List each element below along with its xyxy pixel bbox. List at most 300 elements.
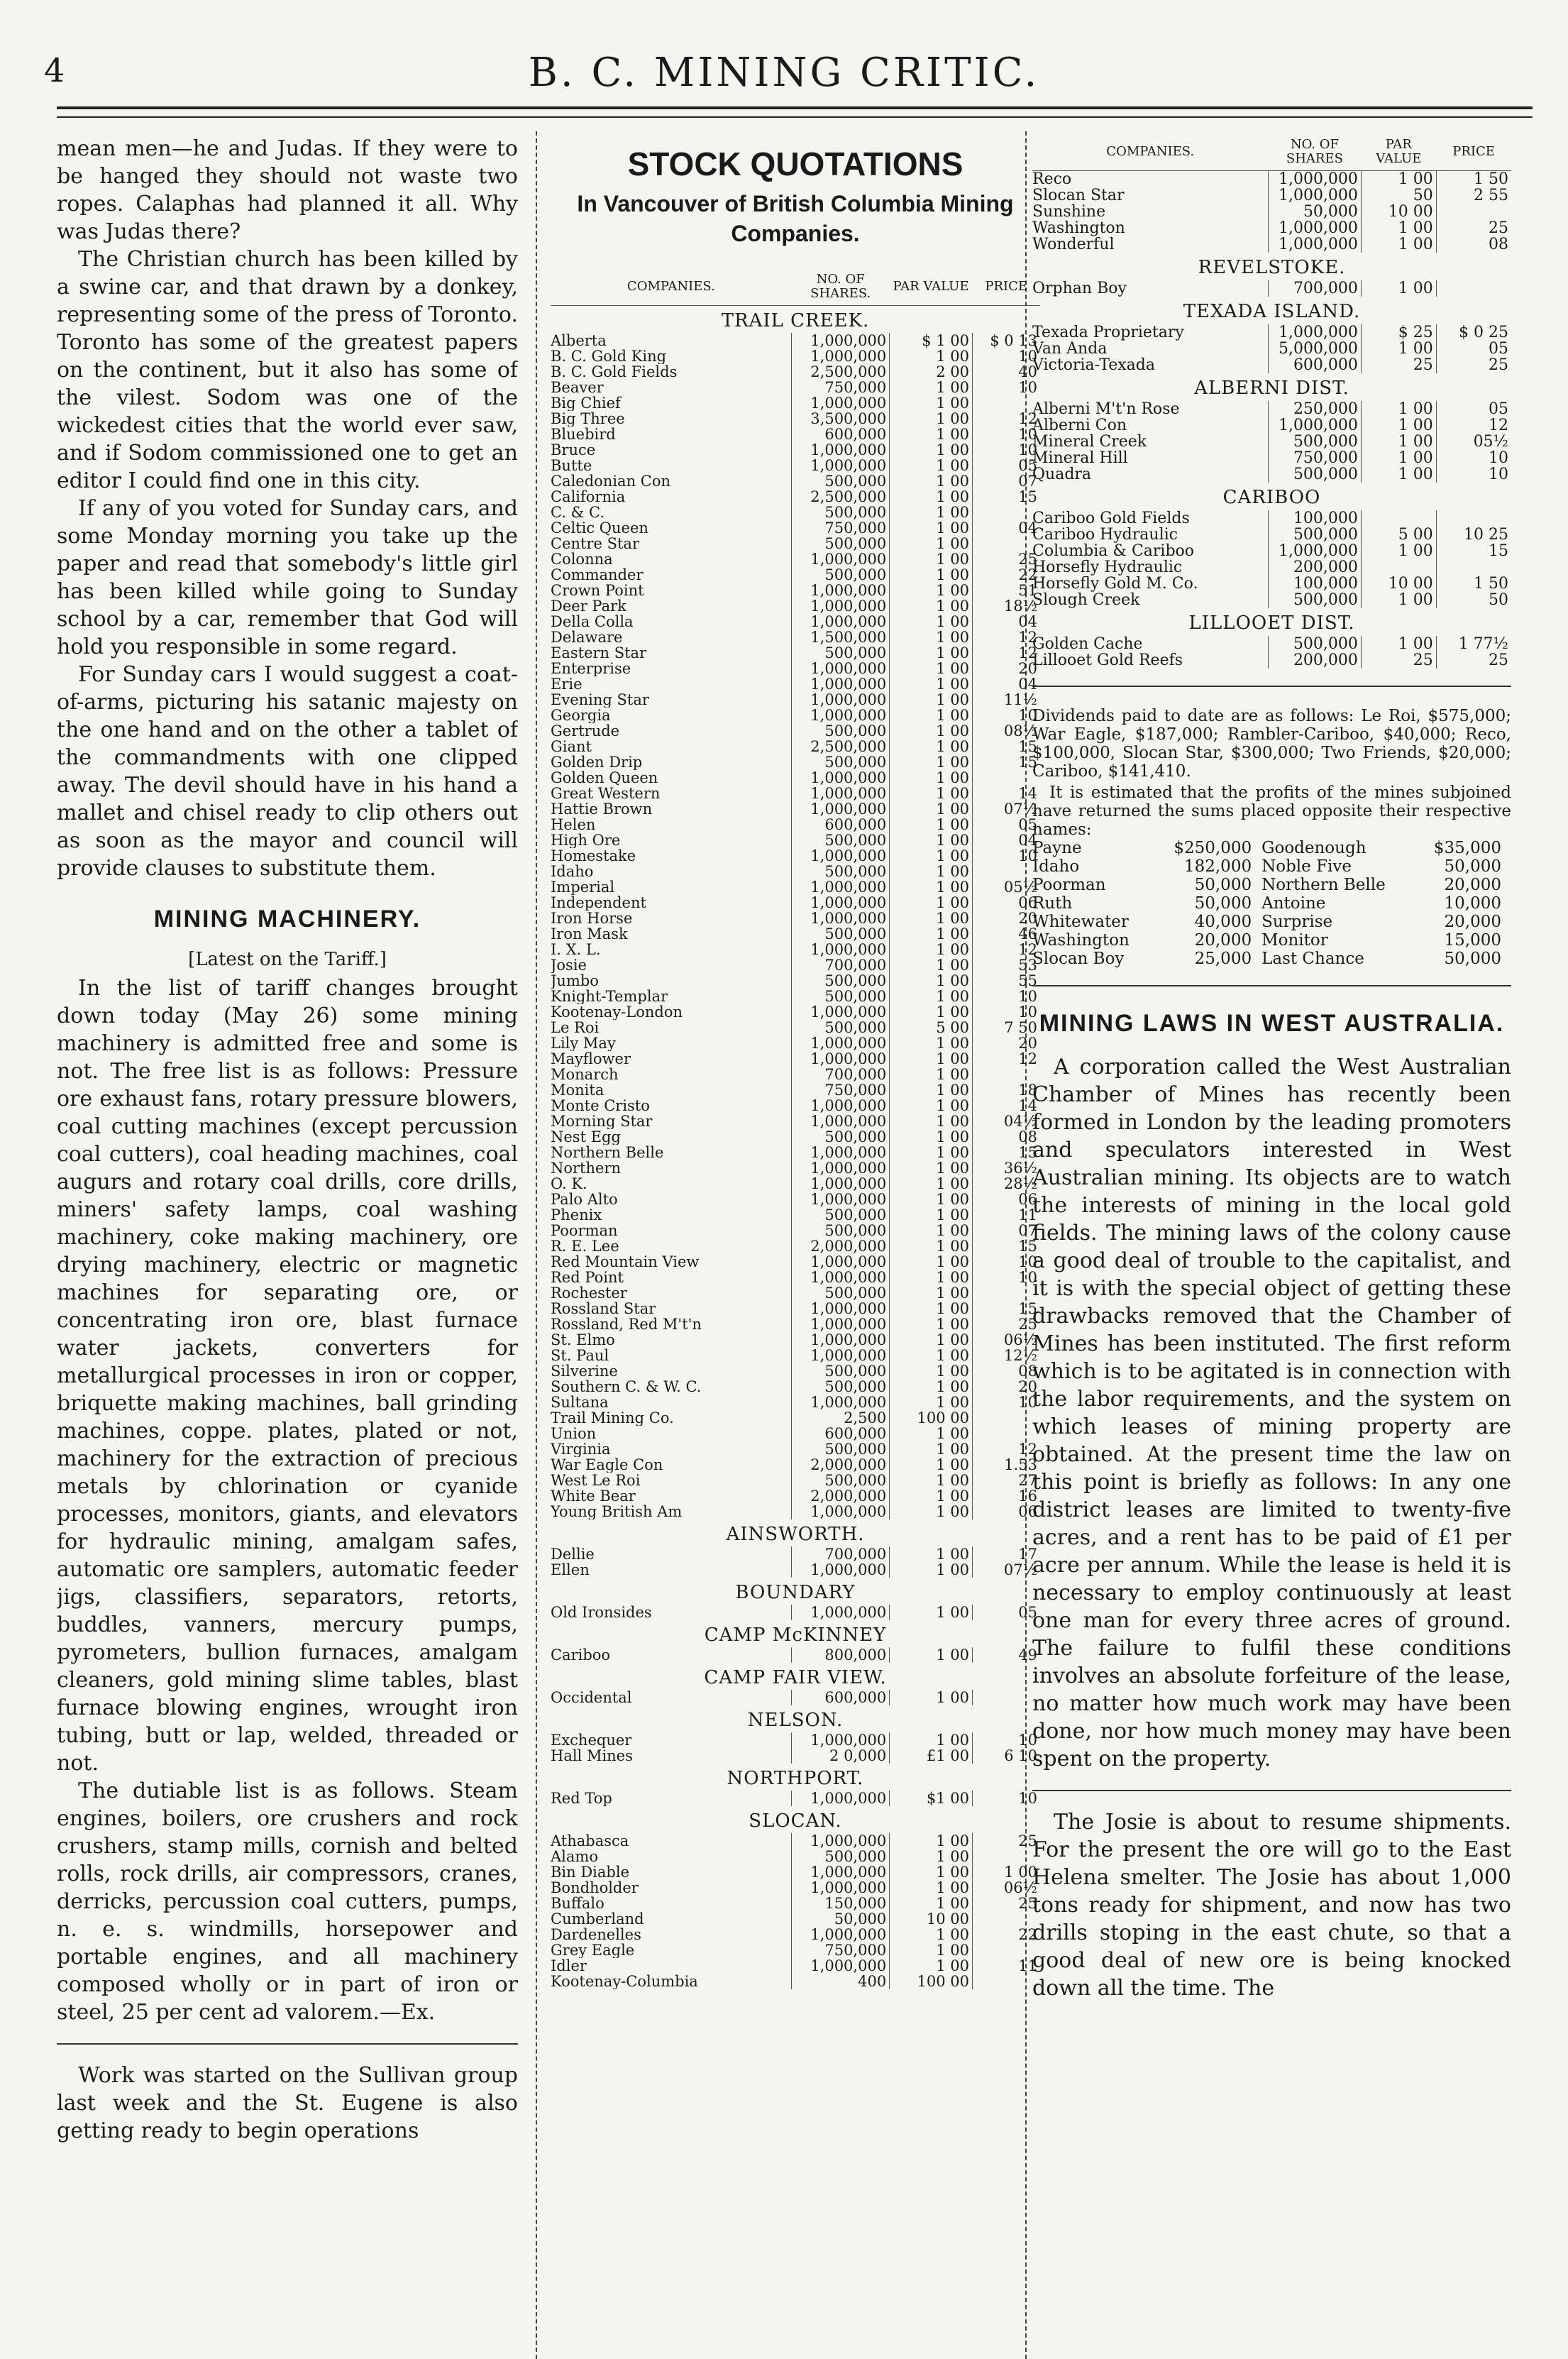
price-cell: 04 bbox=[972, 520, 1040, 536]
shares-cell: 1,000,000 bbox=[792, 1605, 890, 1620]
price-cell: 15 bbox=[1436, 543, 1511, 559]
table-row bbox=[551, 1911, 1040, 1927]
dividends-text: Dividends paid to date are as follows: Le Roi, $575,000; War Eagle, $187,000; Rambler-Cariboo, $40,000; Reco, $100,000, Slocan Star, $300,000; Two Friends, $20,000; Cariboo, $141,410. bbox=[1032, 707, 1511, 781]
table-row bbox=[551, 1223, 1040, 1238]
shares-cell: 1,000,000 bbox=[792, 1833, 890, 1849]
company-name: Buffalo bbox=[551, 1896, 604, 1911]
par-value-cell: 1 00 bbox=[1361, 592, 1436, 608]
par-value-cell: 1 00 bbox=[890, 489, 973, 505]
par-value-cell: 1 00 bbox=[890, 957, 973, 973]
table-row bbox=[551, 411, 1040, 427]
price-cell: 05½ bbox=[972, 879, 1040, 895]
par-value-cell: 1 00 bbox=[890, 1647, 973, 1663]
company-name: Iron Horse bbox=[551, 911, 633, 926]
estimate-text: It is estimated that the profits of the mines subjoined have returned the sums placed opposite their respective names: bbox=[1032, 783, 1511, 839]
price-cell: 10 bbox=[972, 708, 1040, 723]
page-number: 4 bbox=[44, 51, 65, 89]
table-row bbox=[551, 536, 1040, 551]
company-name: Georgia bbox=[551, 708, 611, 723]
company-name: Cumberland bbox=[551, 1911, 644, 1927]
company-name: Horsefly Hydraulic bbox=[1032, 559, 1183, 576]
shares-cell: 500,000 bbox=[792, 1207, 890, 1223]
price-cell: 08 bbox=[1436, 236, 1511, 253]
par-value-cell: 1 00 bbox=[890, 1254, 973, 1270]
shares-cell: 200,000 bbox=[1268, 652, 1361, 669]
shares-cell: 1,000,000 bbox=[792, 911, 890, 926]
price-cell: 25 bbox=[1436, 357, 1511, 373]
table-row bbox=[551, 1192, 1040, 1207]
company-name: Dardenelles bbox=[551, 1927, 641, 1942]
table-row bbox=[551, 1864, 1040, 1880]
table-row bbox=[551, 1690, 1040, 1705]
company-name: Independent bbox=[551, 895, 646, 911]
price-cell: 10 bbox=[972, 1732, 1040, 1748]
left-column bbox=[57, 135, 518, 2359]
par-value-cell: 1 00 bbox=[890, 551, 973, 567]
table-row bbox=[551, 1958, 1040, 1974]
company-name: Centre Star bbox=[551, 536, 639, 551]
group-heading: AINSWORTH. bbox=[726, 1524, 865, 1545]
price-cell: 18½ bbox=[972, 598, 1040, 614]
table-row bbox=[551, 1504, 1040, 1519]
price-cell: 15 bbox=[972, 1301, 1040, 1316]
par-value-cell: 1 00 bbox=[890, 1379, 973, 1395]
price-cell bbox=[972, 1849, 1040, 1864]
company-name: Lily May bbox=[551, 1035, 616, 1051]
table-row bbox=[551, 1927, 1040, 1942]
shares-cell: 1,000,000 bbox=[792, 1395, 890, 1410]
table-row bbox=[551, 1051, 1040, 1067]
price-cell: 49 bbox=[972, 1647, 1040, 1663]
shares-cell: 1,000,000 bbox=[792, 692, 890, 708]
shares-cell: 1,000,000 bbox=[792, 598, 890, 614]
par-value-cell: $ 1 00 bbox=[890, 333, 973, 348]
shares-cell: 1,000,000 bbox=[792, 1176, 890, 1192]
par-value-cell: 1 00 bbox=[890, 1927, 973, 1942]
table-row bbox=[551, 1238, 1040, 1254]
table-row bbox=[551, 879, 1040, 895]
table-row bbox=[1032, 592, 1511, 608]
divider bbox=[1032, 686, 1511, 687]
shares-cell: 750,000 bbox=[1268, 450, 1361, 466]
par-value-cell: 1 00 bbox=[1361, 171, 1436, 188]
price-cell: 25 bbox=[972, 551, 1040, 567]
par-value-cell: 1 00 bbox=[890, 911, 973, 926]
table-row bbox=[1032, 510, 1511, 527]
price-cell bbox=[972, 505, 1040, 520]
shares-cell: 600,000 bbox=[792, 1690, 890, 1705]
price-cell: 15 bbox=[972, 489, 1040, 505]
company-name: Bin Diable bbox=[551, 1864, 630, 1880]
company-name: Wonderful bbox=[1032, 236, 1115, 253]
shares-cell: 500,000 bbox=[792, 1285, 890, 1301]
company-name: White Bear bbox=[551, 1488, 636, 1504]
mine-name: Antoine bbox=[1261, 894, 1326, 913]
shares-cell: 700,000 bbox=[792, 1067, 890, 1082]
par-value-cell: 1 00 bbox=[1361, 236, 1436, 253]
company-name: Hall Mines bbox=[551, 1748, 633, 1764]
company-name: Occidental bbox=[551, 1690, 632, 1705]
price-cell: 05½ bbox=[1436, 434, 1511, 450]
par-value-cell bbox=[1361, 510, 1436, 527]
table-row bbox=[551, 723, 1040, 739]
table-row bbox=[551, 1395, 1040, 1410]
table-row bbox=[551, 1332, 1040, 1348]
price-cell: 11 bbox=[972, 1207, 1040, 1223]
par-value-cell: 1 00 bbox=[890, 1958, 973, 1974]
table-row bbox=[551, 614, 1040, 629]
par-value-cell: 1 00 bbox=[890, 1896, 973, 1911]
table-row bbox=[551, 598, 1040, 614]
header-price: PRICE bbox=[972, 270, 1040, 306]
price-cell: 20 bbox=[972, 661, 1040, 676]
table-row bbox=[1032, 401, 1511, 417]
mine-profit: $250,000 bbox=[1174, 839, 1252, 857]
table-row bbox=[551, 1082, 1040, 1098]
price-cell: 04 bbox=[972, 676, 1040, 692]
price-cell: 10 bbox=[972, 442, 1040, 458]
table-row bbox=[1032, 527, 1511, 543]
price-cell: 11½ bbox=[972, 692, 1040, 708]
company-name: Josie bbox=[551, 957, 587, 973]
company-name: Monita bbox=[551, 1082, 604, 1098]
price-cell: 1 50 bbox=[1436, 576, 1511, 592]
company-name: Golden Drip bbox=[551, 754, 643, 770]
price-cell: 10 bbox=[972, 989, 1040, 1004]
par-value-cell: 1 00 bbox=[890, 1129, 973, 1145]
price-cell: 12 bbox=[972, 411, 1040, 427]
shares-cell: 1,000,000 bbox=[792, 1004, 890, 1020]
shares-cell: 250,000 bbox=[1268, 401, 1361, 417]
company-name: Cariboo Hydraulic bbox=[1032, 527, 1178, 543]
shares-cell: 1,000,000 bbox=[792, 1880, 890, 1896]
price-cell: 16 bbox=[972, 1488, 1040, 1504]
shares-cell: 1,000,000 bbox=[1268, 187, 1361, 204]
company-name: Mineral Hill bbox=[1032, 450, 1128, 466]
price-cell bbox=[1436, 280, 1511, 297]
price-cell: 25 bbox=[1436, 652, 1511, 669]
machinery-subheading: [Latest on the Tariff.] bbox=[188, 949, 387, 970]
par-value-cell: 1 00 bbox=[890, 942, 973, 957]
shares-cell: 500,000 bbox=[792, 1379, 890, 1395]
table-row bbox=[551, 1004, 1040, 1020]
price-cell: 07½ bbox=[972, 1562, 1040, 1578]
shares-cell: 2,000,000 bbox=[792, 1238, 890, 1254]
par-value-cell: 1 00 bbox=[890, 442, 973, 458]
shares-cell: 1,000,000 bbox=[792, 848, 890, 864]
company-name: Van Anda bbox=[1032, 341, 1108, 357]
header-shares: NO. OF SHARES. bbox=[792, 270, 890, 306]
price-cell: 25 bbox=[972, 1833, 1040, 1849]
group-heading: LILLOOET DIST. bbox=[1188, 612, 1355, 634]
table-row bbox=[551, 1849, 1040, 1864]
company-name: Butte bbox=[551, 458, 592, 473]
group-heading: TEXADA ISLAND. bbox=[1183, 301, 1361, 322]
table-row bbox=[551, 1473, 1040, 1488]
shares-cell: 1,000,000 bbox=[792, 333, 890, 348]
par-value-cell: 1 00 bbox=[890, 801, 973, 817]
price-cell: 10 bbox=[1436, 466, 1511, 483]
price-cell bbox=[972, 1067, 1040, 1082]
shares-cell: 1,000,000 bbox=[792, 348, 890, 364]
shares-cell: 1,000,000 bbox=[792, 708, 890, 723]
shares-cell: 1,000,000 bbox=[792, 395, 890, 411]
company-name: Phenix bbox=[551, 1207, 602, 1223]
mine-name: Slocan Boy bbox=[1032, 950, 1125, 968]
paragraph: For Sunday cars I would suggest a coat-of-arms, picturing his satanic majesty on the one hand and on the other a tablet of the commandments with one clipped away. The devil should have in his hand a mallet and chisel ready to clip others out as soon as the mayor and council will provide clauses to substitute them. bbox=[57, 662, 518, 881]
shares-cell: 1,000,000 bbox=[792, 1035, 890, 1051]
shares-cell: 1,000,000 bbox=[792, 1927, 890, 1942]
company-name: Horsefly Gold M. Co. bbox=[1032, 576, 1198, 592]
table-row bbox=[551, 754, 1040, 770]
par-value-cell: 1 00 bbox=[890, 661, 973, 676]
group-row bbox=[1032, 253, 1511, 280]
group-heading: BOUNDARY bbox=[735, 1582, 856, 1603]
profit-row bbox=[1032, 950, 1511, 968]
shares-cell: 1,000,000 bbox=[792, 1301, 890, 1316]
shares-cell: 500,000 bbox=[792, 1363, 890, 1379]
shares-cell: 1,000,000 bbox=[792, 879, 890, 895]
group-heading: ALBERNI DIST. bbox=[1194, 378, 1349, 399]
shares-cell: 2,000,000 bbox=[792, 1457, 890, 1473]
table-row bbox=[551, 692, 1040, 708]
shares-cell: 600,000 bbox=[792, 1426, 890, 1441]
header-par: PAR VALUE bbox=[890, 270, 973, 306]
par-value-cell: 1 00 bbox=[890, 1546, 973, 1562]
shares-cell: 500,000 bbox=[1268, 527, 1361, 543]
shares-cell: 1,000,000 bbox=[792, 676, 890, 692]
table-row bbox=[551, 348, 1040, 364]
shares-cell: 500,000 bbox=[792, 832, 890, 848]
company-name: Alberni Con bbox=[1032, 417, 1127, 434]
price-cell: 15 bbox=[972, 1238, 1040, 1254]
par-value-cell: 1 00 bbox=[890, 1441, 973, 1457]
table-row bbox=[551, 911, 1040, 926]
mine-name: Goodenough bbox=[1261, 839, 1367, 857]
par-value-cell: 1 00 bbox=[1361, 341, 1436, 357]
company-name: Commander bbox=[551, 567, 644, 583]
par-value-cell: 1 00 bbox=[890, 1270, 973, 1285]
price-cell bbox=[972, 1942, 1040, 1958]
par-value-cell: 1 00 bbox=[890, 395, 973, 411]
shares-cell: 1,000,000 bbox=[792, 1098, 890, 1113]
par-value-cell: 1 00 bbox=[890, 1082, 973, 1098]
par-value-cell: 1 00 bbox=[890, 505, 973, 520]
company-name: Athabasca bbox=[551, 1833, 629, 1849]
company-name: Nest Egg bbox=[551, 1129, 621, 1145]
par-value-cell: 1 00 bbox=[890, 786, 973, 801]
price-cell: 05 bbox=[972, 817, 1040, 832]
price-cell bbox=[972, 1285, 1040, 1301]
table-row bbox=[551, 520, 1040, 536]
company-name: Alberni M't'n Rose bbox=[1032, 401, 1180, 417]
mine-name: Monitor bbox=[1261, 931, 1328, 950]
price-cell bbox=[972, 1410, 1040, 1426]
company-name: Alamo bbox=[551, 1849, 598, 1864]
par-value-cell: 1 00 bbox=[1361, 434, 1436, 450]
stock-quotations-title: STOCK QUOTATIONS bbox=[627, 145, 964, 182]
table-row bbox=[551, 739, 1040, 754]
shares-cell: 100,000 bbox=[1268, 510, 1361, 527]
table-row bbox=[1032, 324, 1511, 341]
par-value-cell: 10 00 bbox=[1361, 204, 1436, 220]
company-name: War Eagle Con bbox=[551, 1457, 663, 1473]
table-row bbox=[551, 1647, 1040, 1663]
par-value-cell: 1 00 bbox=[890, 567, 973, 583]
price-cell: $ 0 25 bbox=[1436, 324, 1511, 341]
table-row bbox=[551, 489, 1040, 505]
company-name: Alberta bbox=[551, 333, 607, 348]
par-value-cell: 1 00 bbox=[890, 1301, 973, 1316]
par-value-cell: 1 00 bbox=[890, 1426, 973, 1441]
header-par: PAR VALUE bbox=[1361, 135, 1436, 171]
price-cell: 25 bbox=[1436, 220, 1511, 236]
company-name: Reco bbox=[1032, 170, 1072, 187]
par-value-cell: 1 00 bbox=[890, 1113, 973, 1129]
paragraph: A corporation called the West Australian Chamber of Mines has recently been formed in London by the leading promoters and speculators interested in West Australian mining. Its objects are to watch the interests of mining in the local gold fields. The mining laws of the colony cause a good deal of trouble to the capitalist, and it is with the special object of getting these drawbacks removed that the Chamber of Mines has been instituted. The first reform which is to be agitated is in connection with the labor requirements, and the system on which leases of mining property are obtained. At the present time the law on this point is briefly as follows: In any one district leases are limited to twenty-five acres, and a rent has to be paid of £1 per acre per annum. While the lease is held it is necessary to employ continuously at least one man for every three acres of ground. The failure to fulfil these conditions involves an absolute forfeiture of the lease, no matter how much work may have been done, nor how much money may have been spent on the property. bbox=[1032, 1055, 1511, 1771]
mine-profit: 50,000 bbox=[1194, 876, 1252, 894]
paragraph: The Christian church has been killed by a swine car, and that drawn by a donkey, representing some of the press of Toronto. Toronto has some of the greatest papers on the continent, but it also has some of the vilest. Sodom was one of the wickedest cities that the world ever saw, and if Sodom commissioned one to get an editor I could find one in this city. bbox=[57, 247, 518, 493]
price-cell: 07½ bbox=[972, 801, 1040, 817]
table-row bbox=[551, 1880, 1040, 1896]
shares-cell: 1,000,000 bbox=[1268, 543, 1361, 559]
par-value-cell: 1 00 bbox=[890, 427, 973, 442]
company-name: Columbia & Cariboo bbox=[1032, 543, 1195, 559]
shares-cell: 500,000 bbox=[792, 505, 890, 520]
table-row bbox=[551, 1748, 1040, 1764]
par-value-cell: 1 00 bbox=[890, 1192, 973, 1207]
par-value-cell: 1 00 bbox=[890, 739, 973, 754]
price-cell: 10 bbox=[972, 1004, 1040, 1020]
table-row bbox=[551, 1488, 1040, 1504]
par-value-cell: 100 00 bbox=[890, 1410, 973, 1426]
shares-cell: 1,000,000 bbox=[1268, 324, 1361, 341]
shares-cell: 500,000 bbox=[792, 1129, 890, 1145]
price-cell: 50 bbox=[1436, 592, 1511, 608]
price-cell: 14 bbox=[972, 786, 1040, 801]
shares-cell: 500,000 bbox=[792, 473, 890, 489]
par-value-cell: 1 00 bbox=[890, 832, 973, 848]
price-cell: 05 bbox=[1436, 401, 1511, 417]
par-value-cell: 100 00 bbox=[890, 1974, 973, 1989]
par-value-cell: 1 00 bbox=[890, 629, 973, 645]
shares-cell: 1,000,000 bbox=[792, 1113, 890, 1129]
shares-cell: 500,000 bbox=[792, 645, 890, 661]
table-row bbox=[1032, 417, 1511, 434]
company-name: Southern C. & W. C. bbox=[551, 1379, 702, 1395]
price-cell: 18 bbox=[972, 1082, 1040, 1098]
company-name: Cariboo bbox=[551, 1647, 611, 1663]
group-heading: CARIBOO bbox=[1222, 487, 1321, 508]
par-value-cell: 1 00 bbox=[1361, 450, 1436, 466]
shares-cell: 700,000 bbox=[792, 957, 890, 973]
company-name: O. K. bbox=[551, 1176, 587, 1192]
mine-profit: 50,000 bbox=[1444, 857, 1501, 876]
shares-cell: 700,000 bbox=[1268, 280, 1361, 297]
table-row bbox=[1032, 341, 1511, 357]
table-row bbox=[551, 1035, 1040, 1051]
shares-cell: 1,000,000 bbox=[792, 1958, 890, 1974]
mine-profit: 40,000 bbox=[1194, 913, 1252, 931]
table-row bbox=[551, 1113, 1040, 1129]
price-cell: 20 bbox=[972, 1035, 1040, 1051]
price-cell: 10 bbox=[972, 348, 1040, 364]
table-row bbox=[551, 942, 1040, 957]
price-cell: 36½ bbox=[972, 1160, 1040, 1176]
company-name: Rossland Star bbox=[551, 1301, 656, 1316]
par-value-cell: 1 00 bbox=[1361, 280, 1436, 297]
price-cell: 10 bbox=[972, 848, 1040, 864]
shares-cell: 1,000,000 bbox=[792, 458, 890, 473]
price-cell: $ 0 13 bbox=[972, 333, 1040, 348]
table-row bbox=[551, 1833, 1040, 1849]
shares-cell: 500,000 bbox=[792, 864, 890, 879]
par-value-cell: 1 00 bbox=[1361, 401, 1436, 417]
group-row bbox=[1032, 483, 1511, 510]
price-cell: 12 bbox=[972, 1051, 1040, 1067]
price-cell: 04 bbox=[972, 832, 1040, 848]
table-row bbox=[551, 1363, 1040, 1379]
price-cell bbox=[1436, 559, 1511, 576]
divider bbox=[1032, 1790, 1511, 1791]
table-row bbox=[551, 1301, 1040, 1316]
table-row bbox=[551, 973, 1040, 989]
company-name: Grey Eagle bbox=[551, 1942, 635, 1958]
group-row bbox=[551, 1705, 1040, 1732]
table-row bbox=[1032, 187, 1511, 204]
par-value-cell bbox=[1361, 559, 1436, 576]
price-cell: 20 bbox=[972, 1379, 1040, 1395]
shares-cell: 1,000,000 bbox=[1268, 171, 1361, 188]
price-cell bbox=[1436, 204, 1511, 220]
table-row bbox=[551, 1896, 1040, 1911]
shares-cell: 1,000,000 bbox=[1268, 220, 1361, 236]
shares-cell: 2,500,000 bbox=[792, 489, 890, 505]
par-value-cell: 1 00 bbox=[890, 879, 973, 895]
mine-profit: 182,000 bbox=[1183, 857, 1252, 876]
profit-row bbox=[1032, 931, 1511, 950]
group-row bbox=[1032, 608, 1511, 636]
table-row bbox=[1032, 466, 1511, 483]
par-value-cell: 1 00 bbox=[890, 645, 973, 661]
header-companies: COMPANIES. bbox=[551, 270, 792, 306]
shares-cell: 1,000,000 bbox=[792, 1270, 890, 1285]
table-row bbox=[551, 1974, 1040, 1989]
par-value-cell: 1 00 bbox=[890, 1880, 973, 1896]
par-value-cell: 1 00 bbox=[890, 380, 973, 395]
par-value-cell: 1 00 bbox=[890, 411, 973, 427]
price-cell: 04 bbox=[972, 614, 1040, 629]
par-value-cell: 1 00 bbox=[890, 598, 973, 614]
group-row bbox=[551, 1764, 1040, 1791]
price-cell: 10 bbox=[972, 1270, 1040, 1285]
price-cell: 22 bbox=[972, 567, 1040, 583]
company-name: Red Point bbox=[551, 1270, 624, 1285]
company-name: Golden Queen bbox=[551, 770, 658, 786]
price-cell: 06 bbox=[972, 895, 1040, 911]
shares-cell: 500,000 bbox=[1268, 466, 1361, 483]
shares-cell: 1,000,000 bbox=[792, 895, 890, 911]
company-name: Golden Cache bbox=[1032, 636, 1143, 652]
shares-cell: 1,000,000 bbox=[792, 1348, 890, 1363]
par-value-cell: 1 00 bbox=[890, 1833, 973, 1849]
top-rule-thin bbox=[57, 116, 1533, 118]
shares-cell: 1,000,000 bbox=[792, 1254, 890, 1270]
company-name: Ellen bbox=[551, 1562, 590, 1578]
company-name: Red Mountain View bbox=[551, 1254, 700, 1270]
shares-cell: 800,000 bbox=[792, 1647, 890, 1663]
par-value-cell: 1 00 bbox=[890, 973, 973, 989]
